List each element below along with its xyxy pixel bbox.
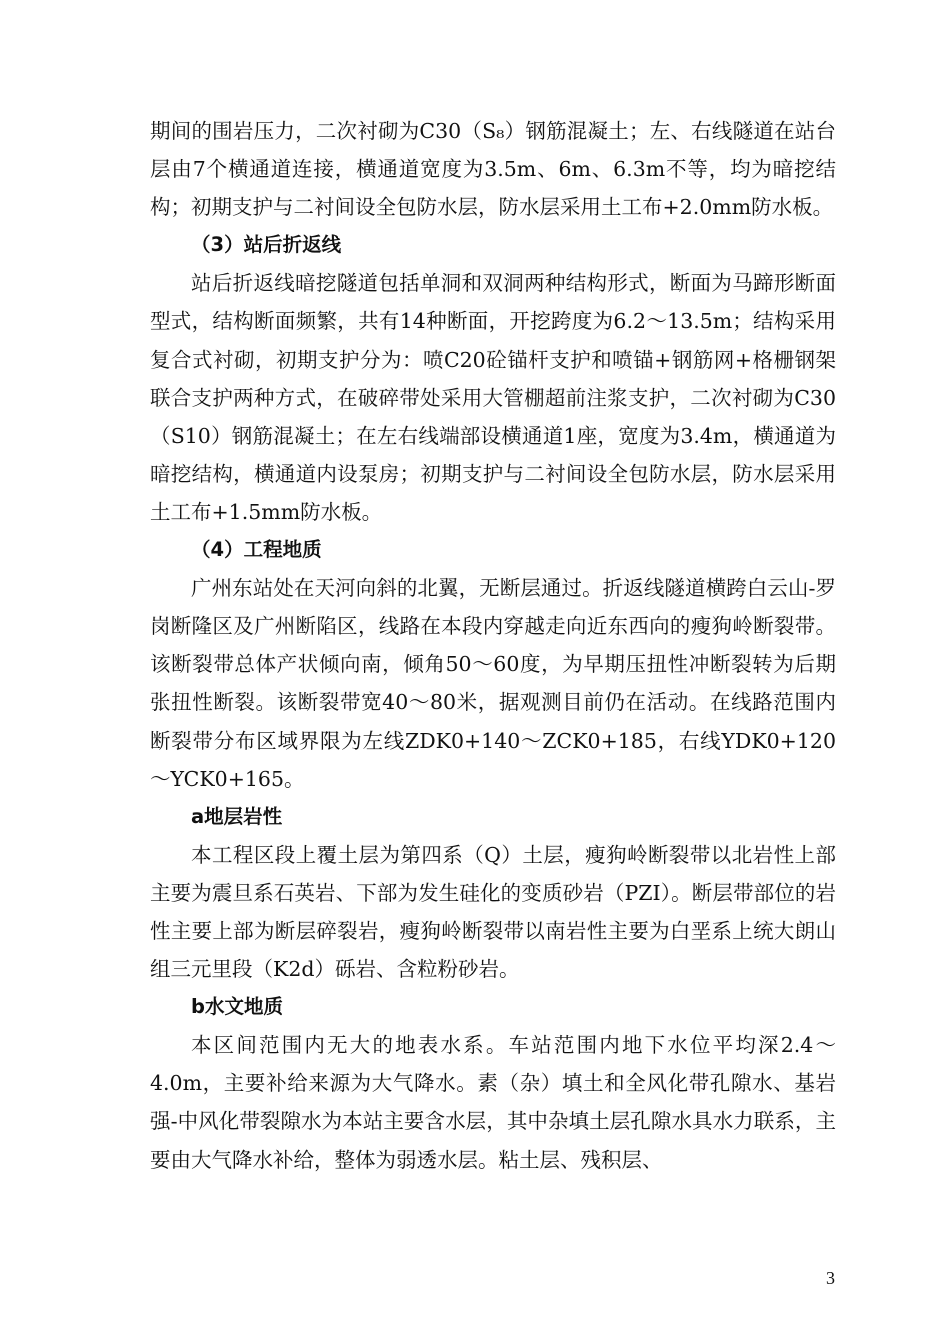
heading-engineering-geology: （4）工程地质 bbox=[191, 538, 322, 562]
heading-hydrogeology: b水文地质 bbox=[191, 995, 283, 1019]
paragraph-engineering-geology: 广州东站处在天河向斜的北翼，无断层通过。折返线隧道横跨白云山-罗岗断隆区及广州断陷区，线路在本段内穿越走向近东西向的瘦狗岭断裂带。该断裂带总体产状倾向南，倾角50～60度，为早期压扭性冲断裂转为后期张扭性断裂。该断裂带宽40～80米，据观测目前仍在活动。在线路范围内断裂带分布区域界限为左线ZDK0+140～ZCK0+185，右线YDK0+120～YCK0+165。 bbox=[150, 576, 836, 791]
page-number: 3 bbox=[826, 1268, 835, 1288]
paragraph-turnback-line: 站后折返线暗挖隧道包括单洞和双洞两种结构形式，断面为马蹄形断面型式，结构断面频繁，共有14种断面，开挖跨度为6.2～13.5m；结构采用复合式衬砌，初期支护分为：喷C20砼锚杆支护和喷锚+钢筋网+格栅钢架联合支护两种方式，在破碎带处采用大管棚超前注浆支护，二次衬砌为C30（S10）钢筋混凝土；在左右线端部设横通道1座，宽度为3.4m，横通道为暗挖结构，横通道内设泵房；初期支护与二衬间设全包防水层，防水层采用土工布+1.5mm防水板。 bbox=[150, 271, 836, 524]
paragraph-hydrogeology: 本区间范围内无大的地表水系。车站范围内地下水位平均深2.4～4.0m，主要补给来源为大气降水。素（杂）填土和全风化带孔隙水、基岩强-中风化带裂隙水为本站主要含水层，其中杂填土层孔隙水具水力联系，主要由大气降水补给，整体为弱透水层。粘土层、残积层、 bbox=[150, 1033, 836, 1172]
heading-turnback-line: （3）站后折返线 bbox=[191, 233, 342, 257]
paragraph-stratum-lithology: 本工程区段上覆土层为第四系（Q）土层，瘦狗岭断裂带以北岩性上部主要为震旦系石英岩、下部为发生硅化的变质砂岩（PZI）。断层带部位的岩性主要上部为断层碎裂岩，瘦狗岭断裂带以南岩性主要为白垩系上统大朗山组三元里段（K2d）砾岩、含粒粉砂岩。 bbox=[150, 842, 836, 982]
paragraph-continued: 期间的围岩压力，二次衬砌为C30（S₈）钢筋混凝土；左、右线隧道在站台层由7个横通道连接，横通道宽度为3.5m、6m、6.3m不等，均为暗挖结构；初期支护与二衬间设全包防水层，防水层采用土工布+2.0mm防水板。 bbox=[150, 119, 836, 220]
body-text bbox=[150, 112, 836, 1179]
heading-stratum-lithology: a地层岩性 bbox=[191, 804, 283, 828]
